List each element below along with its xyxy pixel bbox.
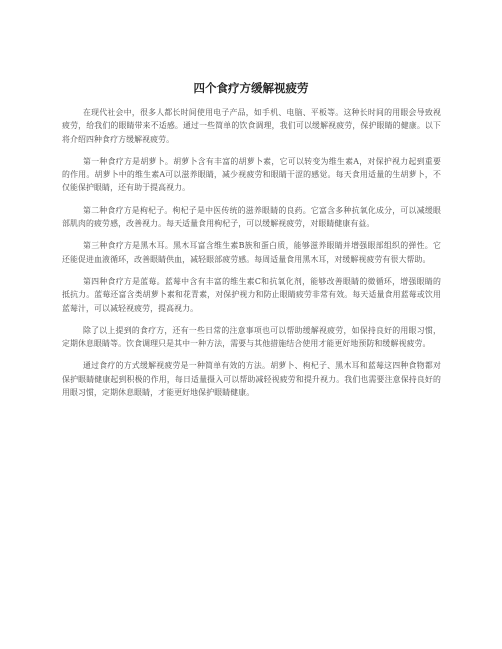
paragraph-goji: 第二种食疗方是枸杞子。枸杞子是中医传统的滋养眼睛的良药。它富含多种抗氧化成分，可以减缓眼部肌肉的疲劳感，改善视力。每天适量食用枸杞子，可以缓解视疲劳，对眼睛健康有益。 xyxy=(62,205,441,229)
document-body xyxy=(62,106,441,408)
paragraph-intro: 在现代社会中，很多人都长时间使用电子产品，如手机、电脑、平板等。这种长时间的用眼会导致视疲劳，给我们的眼睛带来不适感。通过一些简单的饮食调理，我们可以缓解视疲劳，保护眼睛的健康。以下将介绍四种食疗方缓解视疲劳。 xyxy=(62,108,441,144)
paragraph-daily-habits: 除了以上提到的食疗方，还有一些日常的注意事项也可以帮助缓解视疲劳，如保持良好的用眼习惯，定期休息眼睛等。饮食调理只是其中一种方法，需要与其他措施结合使用才能更好地预防和缓解视疲劳。 xyxy=(62,325,441,349)
paragraph-conclusion: 通过食疗的方式缓解视疲劳是一种简单有效的方法。胡萝卜、枸杞子、黑木耳和蓝莓这四种食物都对保护眼睛健康起到积极的作用，每日适量摄入可以帮助减轻视疲劳和提升视力。我们也需要注意保持良好的用眼习惯，定期休息眼睛，才能更好地保护眼睛健康。 xyxy=(62,361,441,398)
document-title: 四个食疗方缓解视疲劳 xyxy=(193,81,309,95)
paragraph-black-fungus: 第三种食疗方是黑木耳。黑木耳富含维生素B族和蛋白质，能够滋养眼睛并增强眼部组织的弹性。它还能促进血液循环，改善眼睛供血，减轻眼部疲劳感。每周适量食用黑木耳，对缓解视疲劳有很大帮助。 xyxy=(62,241,441,264)
paragraph-blueberry: 第四种食疗方是蓝莓。蓝莓中含有丰富的维生素C和抗氧化剂，能够改善眼睛的微循环，增强眼睛的抵抗力。蓝莓还富含类胡萝卜素和花青素，对保护视力和防止眼睛疲劳非常有效。每天适量食用蓝莓或饮用蓝莓汁，可以减轻视疲劳，提高视力。 xyxy=(62,276,441,313)
paragraph-carrot: 第一种食疗方是胡萝卜。胡萝卜含有丰富的胡萝卜素，它可以转变为维生素A，对保护视力起到重要的作用。胡萝卜中的维生素A可以滋养眼睛，减少视疲劳和眼睛干涩的感觉。每天食用适量的生胡萝卜，不仅能保护眼睛，还有助于提高视力。 xyxy=(62,156,441,193)
